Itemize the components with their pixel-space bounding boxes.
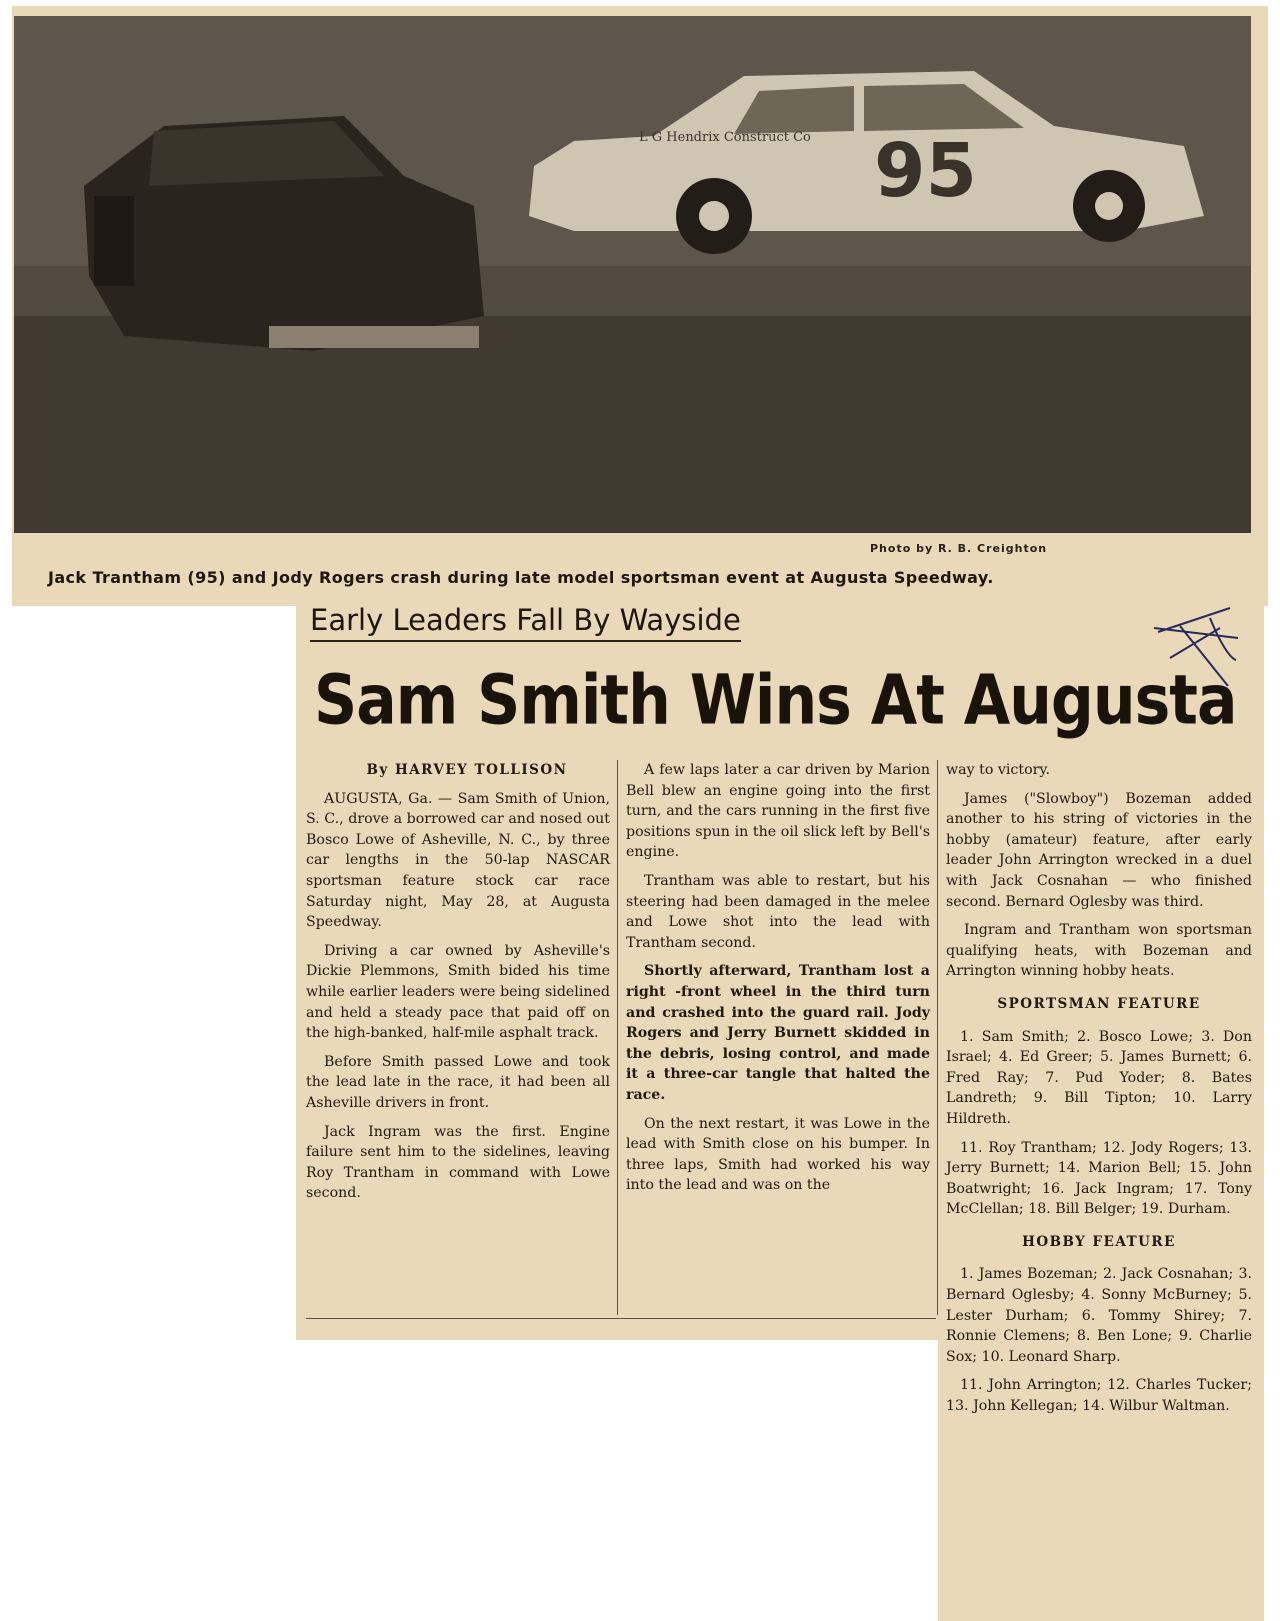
paragraph: Ingram and Trantham won sportsman qualifying heats, with Bozeman and Arrington winning hobby heats. [946,922,1252,980]
car-number: 95 [874,128,977,214]
paragraph: AUGUSTA, Ga. — Sam Smith of Union, S. C., drove a borrowed car and nosed out Bosco Lowe of Asheville, N. C., by three car lengths in the 50-lap NASCAR sportsman feature stock car race Saturday night, May 28, at Augusta Speedway. [306,790,610,931]
results-paragraph: 1. Sam Smith; 2. Bosco Lowe; 3. Don Israel; 4. Ed Greer; 5. James Burnett; 6. Fred Ray; 7. Pud Yoder; 8. Bates Landreth; 9. Bill Tipton; 10. Larry Hildreth. [946,1028,1252,1127]
race-photo [14,16,1251,533]
paragraph: Driving a car owned by Asheville's Dickie Plemmons, Smith bided his time while earlier leaders were being sidelined and held a steady pace that paid off on the high-banked, half-mile asphalt track. [306,942,610,1042]
paragraph: A few laps later a car driven by Marion Bell blew an engine going into the first turn, and the cars running in the first five positions spun in the oil slick left by Bell's engine. [626,762,930,861]
article-column-3 [946,760,1252,1425]
article-column-2 [626,760,930,1204]
hobby-results [946,1264,1252,1416]
article-bottom-rule [306,1318,936,1319]
main-headline: Sam Smith Wins At Augusta [314,660,1237,741]
photo-caption: Jack Trantham (95) and Jody Rogers crash during late model sportsman event at Augusta Speedway. [48,568,994,587]
paragraph-bold: Shortly afterward, Trantham lost a right -front wheel in the third turn and crashed into the guard rail. Jody Rogers and Jerry Burnett skidded in the debris, losing control, and made it a three-car tangle that halted the race. [626,963,930,1103]
results-paragraph: 1. James Bozeman; 2. Jack Cosnahan; 3. Bernard Oglesby; 4. Sonny McBurney; 5. Lester Durham; 6. Tommy Shirey; 7. Ronnie Clemens; 8. Ben Lone; 9. Charlie Sox; 10. Leonard Sharp. [946,1266,1252,1365]
car-door-text: L G Hendrix Construct Co [639,130,811,145]
paragraph: Trantham was able to restart, but his steering had been damaged in the melee and Lowe shot into the lead with Trantham second. [626,872,930,951]
paragraph: On the next restart, it was Lowe in the lead with Smith close on his bumper. In three laps, Smith had worked his way into the lead and was on the [626,1115,930,1194]
article-column-1 [306,760,610,1212]
paragraph: Jack Ingram was the first. Engine failure sent him to the sidelines, leaving Roy Trantham in command with Lowe second. [306,1123,610,1202]
column-divider [937,760,938,1315]
photo-credit: Photo by R. B. Creighton [870,542,1048,555]
results-paragraph: 11. Roy Trantham; 12. Jody Rogers; 13. Jerry Burnett; 14. Marion Bell; 15. John Boatwright; 16. Jack Ingram; 17. Tony McClellan; 18. Bill Belger; 19. Durham. [946,1139,1252,1218]
kicker-headline: Early Leaders Fall By Wayside [310,603,741,642]
signature-scribble-icon [1150,598,1242,712]
paragraph: way to victory. [946,762,1051,778]
results-paragraph: 11. John Arrington; 12. Charles Tucker; 13. John Kellegan; 14. Wilbur Waltman. [946,1377,1252,1415]
paragraph: Before Smith passed Lowe and took the lead late in the race, it had been all Asheville drivers in front. [306,1053,610,1111]
hobby-feature-heading: HOBBY FEATURE [1022,1233,1176,1250]
sportsman-results [946,1027,1252,1220]
sportsman-feature-heading: SPORTSMAN FEATURE [997,995,1201,1012]
column-divider [617,760,618,1315]
byline: By HARVEY TOLLISON [366,762,568,778]
paragraph: James ("Slowboy") Bozeman added another to his string of victories in the hobby (amateur) feature, after early leader John Arrington wrecked in a duel with Jack Cosnahan — who finished second. Bernard Oglesby was third. [946,790,1252,910]
